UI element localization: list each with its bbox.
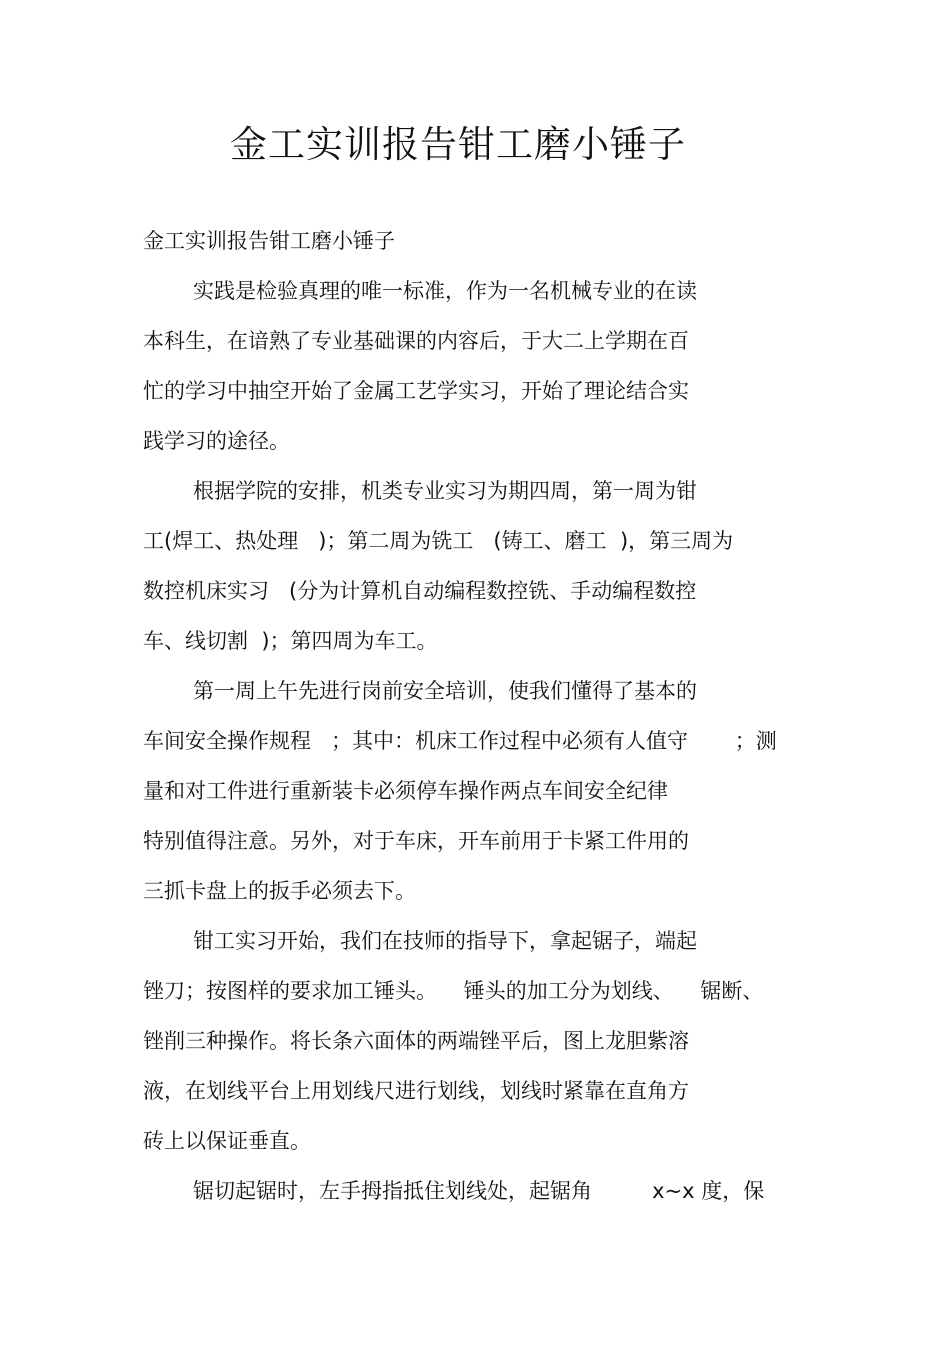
paragraph-1-line-3: 忙的学习中抽空开始了金属工艺学实习，开始了理论结合实 [143, 379, 689, 403]
paragraph-1-line-1: 实践是检验真理的唯一标准，作为一名机械专业的在读 [193, 279, 697, 303]
paragraph-3-line-3: 量和对工件进行重新装卡必须停车操作两点车间安全纪律 [143, 779, 668, 803]
paragraph-4-line-5: 砖上以保证垂直。 [143, 1129, 311, 1153]
paragraph-3-line-2: 车间安全操作规程 ；其中：机床工作过程中必须有人值守 ；测 [143, 729, 777, 753]
paragraph-4-line-2: 锉刀；按图样的要求加工锤头。 锤头的加工分为划线、 锯断、 [143, 979, 764, 1003]
paragraph-1-line-4: 践学习的途径。 [143, 429, 290, 453]
document-subtitle: 金工实训报告钳工磨小锤子 [143, 229, 395, 253]
paragraph-2-line-2: 工(焊工、热处理 )；第二周为铣工 (铸工、磨工 )，第三周为 [143, 529, 734, 553]
paragraph-5-line-1: 锯切起锯时，左手拇指抵住划线处，起锯角 x~x 度，保 [193, 1179, 765, 1203]
paragraph-4-line-3: 锉削三种操作。将长条六面体的两端锉平后，图上龙胆紫溶 [143, 1029, 689, 1053]
paragraph-2-line-1: 根据学院的安排，机类专业实习为期四周，第一周为钳 [193, 479, 697, 503]
paragraph-1-line-2: 本科生，在谙熟了专业基础课的内容后，于大二上学期在百 [143, 329, 689, 353]
document-title: 金工实训报告钳工磨小锤子 [230, 123, 686, 166]
paragraph-3-line-4: 特别值得注意。另外，对于车床，开车前用于卡紧工件用的 [143, 829, 689, 853]
paragraph-2-line-3: 数控机床实习 (分为计算机自动编程数控铣、手动编程数控 [143, 579, 697, 603]
paragraph-4-line-1: 钳工实习开始，我们在技师的指导下，拿起锯子，端起 [193, 929, 697, 953]
paragraph-4-line-4: 液，在划线平台上用划线尺进行划线，划线时紧靠在直角方 [143, 1079, 689, 1103]
paragraph-3-line-1: 第一周上午先进行岗前安全培训，使我们懂得了基本的 [193, 679, 697, 703]
paragraph-2-line-4: 车、线切割 )；第四周为车工。 [143, 629, 438, 653]
paragraph-3-line-5: 三抓卡盘上的扳手必须去下。 [143, 879, 416, 903]
